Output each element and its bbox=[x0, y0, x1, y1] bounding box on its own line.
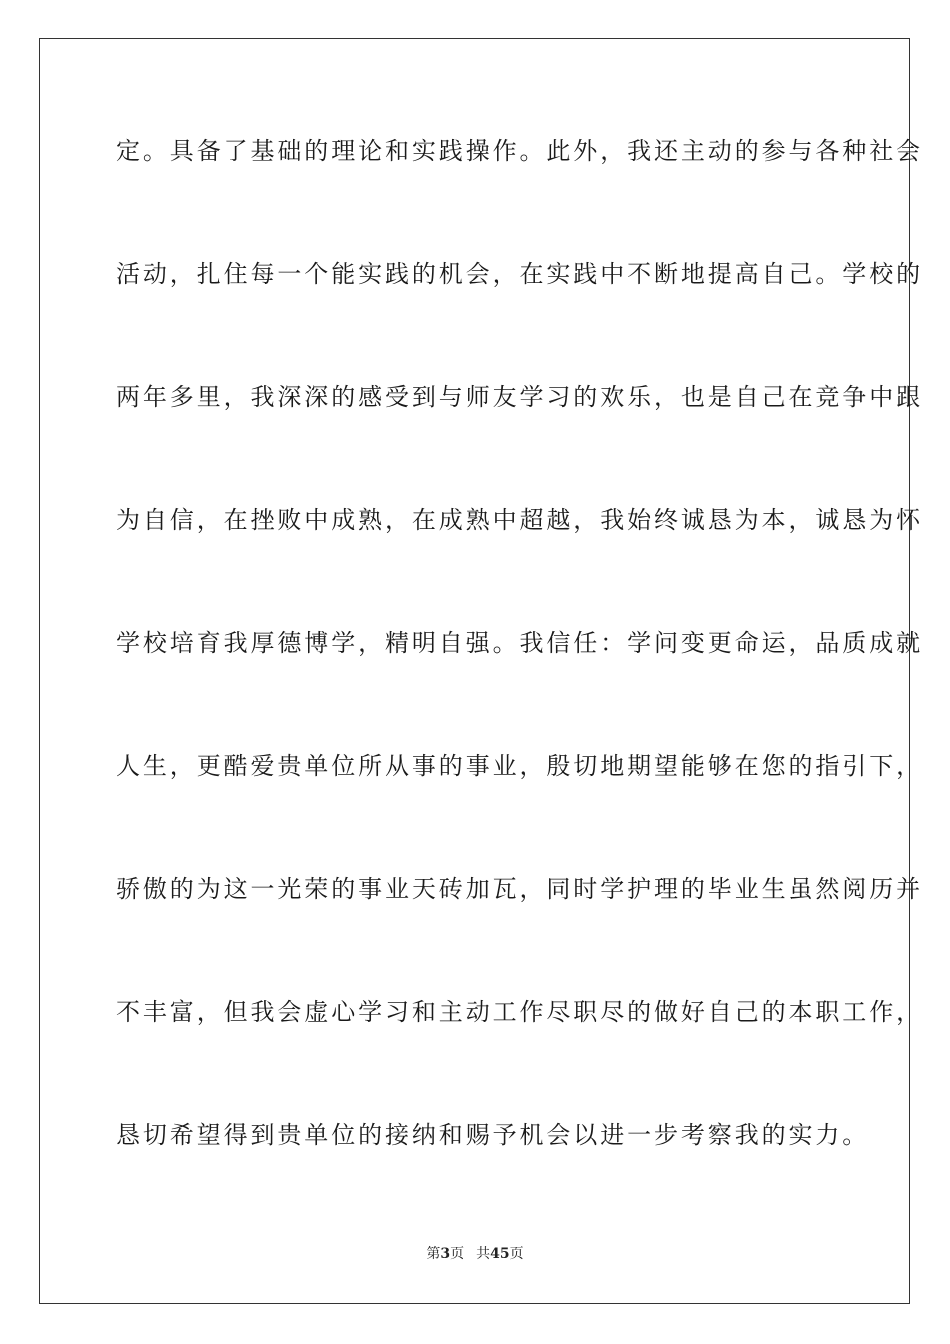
body-line: 骄傲的为这一光荣的事业天砖加瓦，同时学护理的毕业生虽然阅历并 bbox=[116, 875, 923, 903]
body-line: 为自信，在挫败中成熟，在成熟中超越，我始终诚恳为本，诚恳为怀 bbox=[116, 506, 923, 534]
total-prefix: 共 bbox=[476, 1246, 491, 1262]
body-line: 两年多里，我深深的感受到与师友学习的欢乐，也是自己在竞争中跟 bbox=[116, 383, 923, 411]
total-suffix: 页 bbox=[509, 1246, 524, 1262]
page-suffix: 页 bbox=[450, 1246, 465, 1262]
body-line: 活动，扎住每一个能实践的机会，在实践中不断地提高自己。学校的 bbox=[116, 260, 923, 288]
body-line: 人生，更酷爱贵单位所从事的事业，殷切地期望能够在您的指引下， bbox=[116, 752, 923, 780]
body-line: 定。具备了基础的理论和实践操作。此外，我还主动的参与各种社会 bbox=[116, 137, 923, 165]
page-footer bbox=[0, 1245, 950, 1263]
page-number: 3 bbox=[440, 1246, 451, 1262]
page-prefix: 第 bbox=[426, 1246, 441, 1262]
total-pages: 45 bbox=[490, 1246, 510, 1262]
body-line: 不丰富，但我会虚心学习和主动工作尽职尽的做好自己的本职工作， bbox=[116, 998, 923, 1026]
body-line: 恳切希望得到贵单位的接纳和赐予机会以进一步考察我的实力。 bbox=[116, 1121, 870, 1149]
body-line: 学校培育我厚德博学，精明自强。我信任：学问变更命运，品质成就 bbox=[116, 629, 923, 657]
page-border bbox=[39, 38, 923, 1304]
